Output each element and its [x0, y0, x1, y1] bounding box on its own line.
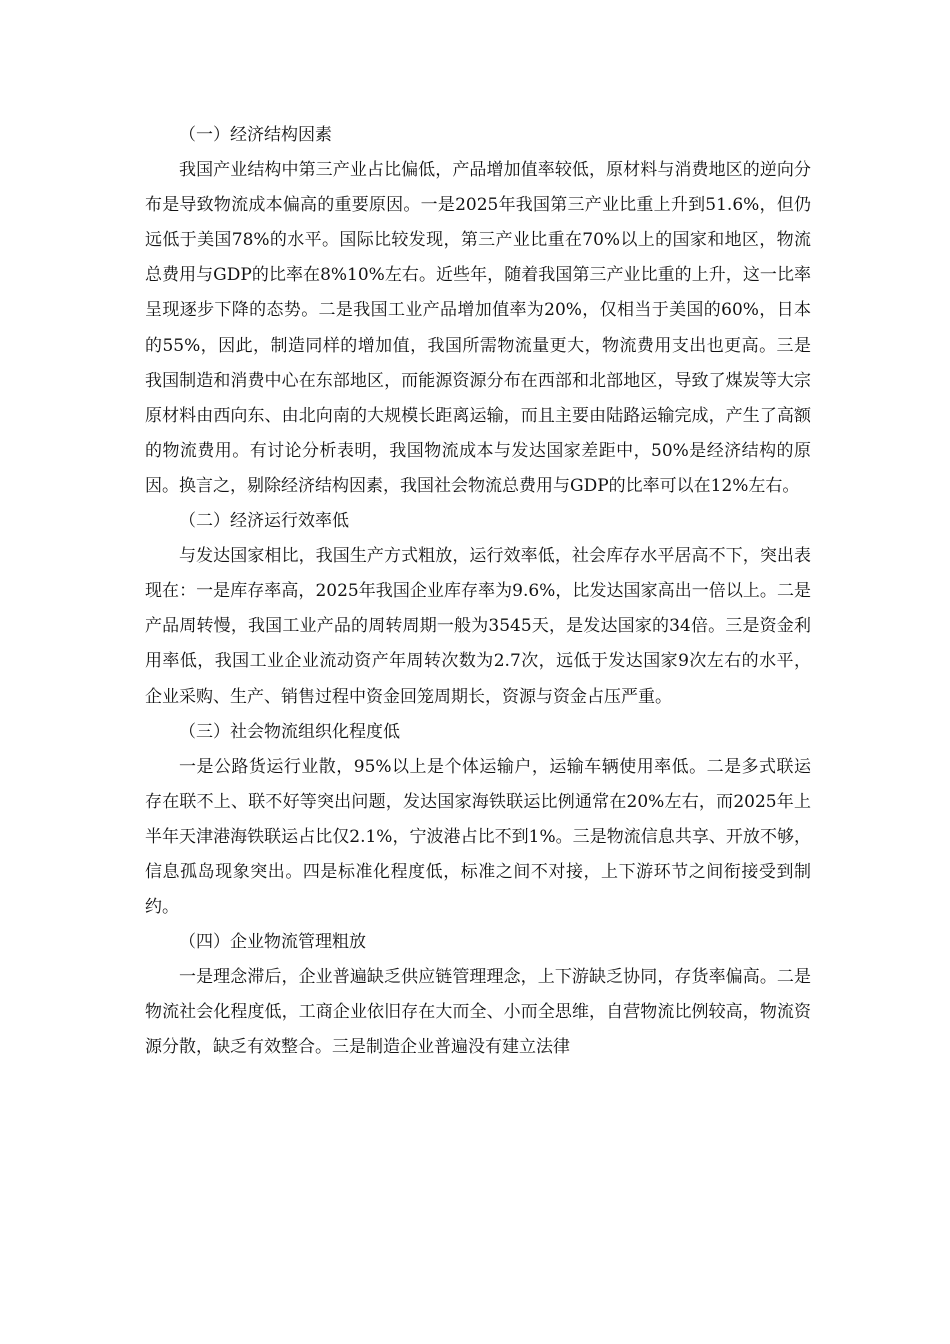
section-paragraph: 一是理念滞后，企业普遍缺乏供应链管理理念，上下游缺乏协同，存货率偏高。二是物流社会化程度低，工商企业依旧存在大而全、小而全思维，自营物流比例较高，物流资源分散，缺乏有效整合。三是制造企业普遍没有建立法律: [145, 967, 811, 1058]
section-paragraph: 与发达国家相比，我国生产方式粗放，运行效率低，社会库存水平居高不下，突出表现在：一是库存率高，2025年我国企业库存率为9.6%，比发达国家高出一倍以上。二是产品周转慢，我国工业产品的周转周期一般为3545天，是发达国家的34倍。三是资金利用率低，我国工业企业流动资产年周转次数为2.7次，远低于发达国家9次左右的水平，企业采购、生产、销售过程中资金回笼周期长，资源与资金占压严重。: [145, 546, 811, 707]
document-body: [145, 118, 811, 1066]
section-heading: （三）社会物流组织化程度低: [179, 721, 400, 742]
section-heading: （四）企业物流管理粗放: [179, 932, 366, 953]
section-economic-structure: [145, 118, 811, 504]
section-heading: （一）经济结构因素: [179, 125, 332, 145]
section-heading: （二）经济运行效率低: [179, 511, 349, 532]
section-logistics-organization: [145, 715, 811, 926]
section-paragraph: 一是公路货运行业散，95%以上是个体运输户，运输车辆使用率低。二是多式联运存在联不上、联不好等突出问题，发达国家海铁联运比例通常在20%左右，而2025年上半年天津港海铁联运占比仅2.1%，宁波港占比不到1%。三是物流信息共享、开放不够，信息孤岛现象突出。四是标准化程度低，标准之间不对接，上下游环节之间衔接受到制约。: [145, 756, 811, 918]
section-enterprise-management: [145, 925, 811, 1065]
section-operating-efficiency: [145, 504, 811, 715]
section-paragraph: 我国产业结构中第三产业占比偏低，产品增加值率较低，原材料与消费地区的逆向分布是导致物流成本偏高的重要原因。一是2025年我国第三产业比重上升到51.6%，但仍远低于美国78%的水平。国际比较发现，第三产业比重在70%以上的国家和地区，物流总费用与GDP的比率在8%10%左右。近些年，随着我国第三产业比重的上升，这一比率呈现逐步下降的态势。二是我国工业产品增加值率为20%，仅相当于美国的60%，日本的55%，因此，制造同样的增加值，我国所需物流量更大，物流费用支出也更高。三是我国制造和消费中心在东部地区，而能源资源分布在西部和北部地区，导致了煤炭等大宗原材料由西向东、由北向南的大规模长距离运输，而且主要由陆路运输完成，产生了高额的物流费用。有讨论分析表明，我国物流成本与发达国家差距中，50%是经济结构的原因。换言之，剔除经济结构因素，我国社会物流总费用与GDP的比率可以在12%左右。: [145, 160, 811, 496]
